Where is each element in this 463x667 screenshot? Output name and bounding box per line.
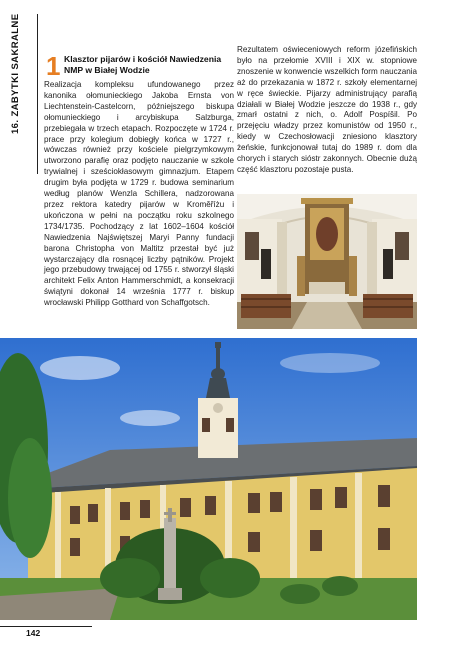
article-body-right xyxy=(237,45,417,176)
section-divider xyxy=(37,14,38,174)
article-paragraph-left: Realizacja kompleksu ufundowanego przez kanonika ołomunieckiego Jakoba Ernsta von Liechtenstein-Castelcorn, późniejszego biskupa ołomunieckiego i arcybiskupa Salzburga, przebiegała w trzech etapach. Rozpoczęte w 1724 r. prace przy kolegium dobiegły końca w 1727 r., wówczas również przy kościele pielgrzymkowym utworzono parafię oraz podjęto nauczanie w szkole trywialnej i sześciokłasowym gimnazjum. Etapem drugim była podjęta w 1729 r. budowa seminarium według planów Wenzla Schillera, nadzorowana przez rektora katedry pijarów w Kroměříżu i ukończona w pełni na początku roku szkolnego 1734/1735. Pochodzący z lat 1602–1604 kościół Nawiedzenia Najświętszej Maryi Panny fundacji barona Christopha von Maltitz przestał być już wystarczający dla rosnącej liczby pątników. Projekt jego przebudowy trwającej od 1755 r. stworzył śląski architekt Felix Anton Hammerschmidt, a konsekracji świątyni dokonał 14 września 1777 r. biskup wrocławski Philipp Gotthard von Schaffgotsch. xyxy=(44,80,234,308)
church-interior-photo xyxy=(237,194,417,329)
article-paragraph-right: Rezultatem oświeceniowych reform józefińskich było na przełomie XVIII i XIX w. stopniowe znoszenie w konwencie wszelkich form nauczania aż do przekazania w 1872 r. szkoły elementarnej w ręce świeckie. Pijarzy administrujący parafią działali w Białej Wodzie jeszcze do 1938 r., gdy zmarł ostatni z nich, o. Adolf Pospíšil. Po przejęciu władzy przez komunistów od 1950 r., kiedy w Czechosłowacji zniesiono klasztory żeńskie, funkcjonował tutaj do 1989 r. dom dla chorych i starych sióstr zakonnych. Obecnie dużą część klasztoru pozostaje pusta. xyxy=(237,45,417,174)
article-number: 1 xyxy=(46,51,61,81)
footer-rule xyxy=(0,626,92,627)
section-tab xyxy=(10,14,28,174)
article-title: Klasztor pijarów i kościół Nawiedzenia NMP w Białej Wodzie xyxy=(64,54,222,75)
article-heading xyxy=(44,53,234,81)
monastery-exterior-photo xyxy=(0,338,417,620)
article-body-left xyxy=(44,80,234,309)
page-number: 142 xyxy=(26,628,41,638)
section-tab-label: 16. ZABYTKI SAKRALNE xyxy=(10,14,21,135)
